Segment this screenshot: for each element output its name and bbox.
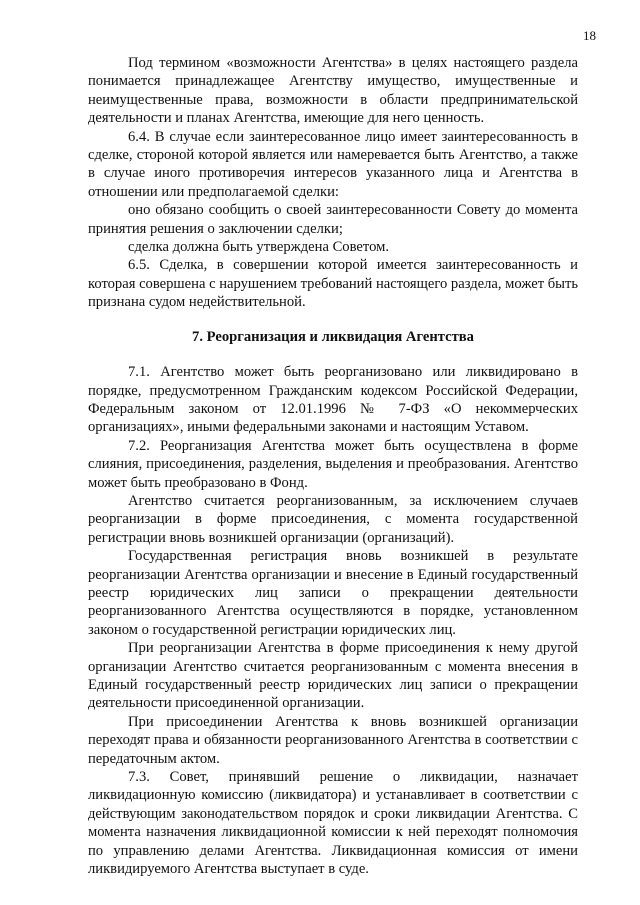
paragraph-reorganized-moment: Агентство считается реорганизованным, за исключением случаев реорганизации в форме присоединения, с момента государственной регистрации вновь возникшей организации (организаций). xyxy=(88,492,578,546)
paragraph-6-4-approval: сделка должна быть утверждена Советом. xyxy=(128,239,389,256)
paragraph-6-5: 6.5. Сделка, в совершении которой имеется заинтересованность и которая совершена с нарушением требований настоящего раздела, может быть признана судом недействительной. xyxy=(88,257,578,311)
section-7-heading: 7. Реорганизация и ликвидация Агентства xyxy=(192,328,474,345)
paragraph-6-4: 6.4. В случае если заинтересованное лицо имеет заинтересованность в сделке, стороной которой является или намеревается быть Агентство, а также в случае иного противоречия интересов указанного лица и Агентства в отношении или предполагаемой сделки: xyxy=(88,128,578,200)
page-number: 18 xyxy=(583,28,596,43)
paragraph-7-1: 7.1. Агентство может быть реорганизовано или ликвидировано в порядке, предусмотренном Гражданским кодексом Российской Федерации, Федеральным законом от 12.01.1996 № 7-ФЗ «О некоммерческих организациях», иными федеральными законами и настоящим Уставом. xyxy=(88,364,578,436)
paragraph-7-3: 7.3. Совет, принявший решение о ликвидации, назначает ликвидационную комиссию (ликвидатора) и устанавливает в соответствии с действующим законодательством порядок и сроки ликвидации Агентства. С момента назначения ликвидационной комиссии к ней переходят полномочия по управлению делами Агентства. Ликвидационная комиссия от имени ликвидируемого Агентства выступает в суде. xyxy=(88,769,578,878)
paragraph-accession-of-agency: При присоединении Агентства к вновь возникшей организации переходят права и обязанности реорганизованного Агентства в соответствии с передаточным актом. xyxy=(88,713,578,767)
paragraph-7-2: 7.2. Реорганизация Агентства может быть осуществлена в форме слияния, присоединения, разделения, выделения и преобразования. Агентство может быть преобразовано в Фонд. xyxy=(88,437,578,491)
document-body xyxy=(88,54,578,878)
paragraph-state-registration: Государственная регистрация вновь возникшей в результате реорганизации Агентства организации и внесение в Единый государственный реестр юридических лиц записи о прекращении деятельности реорганизованного Агентства осуществляются в порядке, установленном законом о государственной регистрации юридических лиц. xyxy=(88,548,578,638)
paragraph-possibilities-definition: Под термином «возможности Агентства» в целях настоящего раздела понимается принадлежащее Агентству имущество, имущественные и неимущественные права, возможности в области предпринимательской деятельности и планах Агентства, имеющие для него ценность. xyxy=(88,55,578,127)
paragraph-6-4-obligation: оно обязано сообщить о своей заинтересованности Совету до момента принятия решения о заключении сделки; xyxy=(88,202,578,237)
paragraph-accession-to-agency: При реорганизации Агентства в форме присоединения к нему другой организации Агентство считается реорганизованным с момента внесения в Единый государственный реестр юридических лиц записи о прекращении деятельности присоединенной организации. xyxy=(88,640,578,712)
